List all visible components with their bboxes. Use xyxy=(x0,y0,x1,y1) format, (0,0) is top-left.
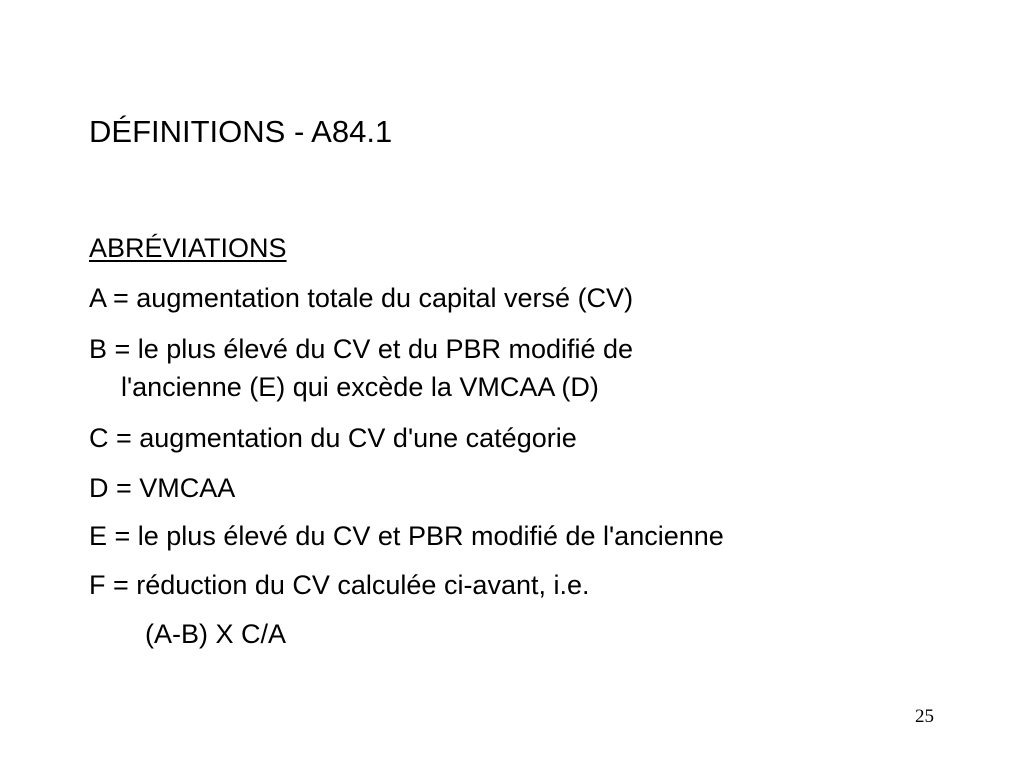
slide-title: DÉFINITIONS - A84.1 xyxy=(89,114,393,149)
definition-b-continued: l'ancienne (E) qui excède la VMCAA (D) xyxy=(121,372,599,402)
definition-b: B = le plus élevé du CV et du PBR modifié de xyxy=(89,334,634,364)
page-number: 25 xyxy=(915,706,934,727)
definition-e: E = le plus élevé du CV et PBR modifié de l'ancienne xyxy=(89,521,724,551)
abbreviations-heading: ABRÉVIATIONS xyxy=(89,233,287,263)
definition-f: F = réduction du CV calculée ci-avant, i.e. xyxy=(89,570,590,600)
definition-d: D = VMCAA xyxy=(89,473,236,503)
definition-c: C = augmentation du CV d'une catégorie xyxy=(89,423,577,453)
definition-a: A = augmentation totale du capital versé (CV) xyxy=(89,283,634,313)
definition-f-formula: (A-B) X C/A xyxy=(145,619,287,649)
